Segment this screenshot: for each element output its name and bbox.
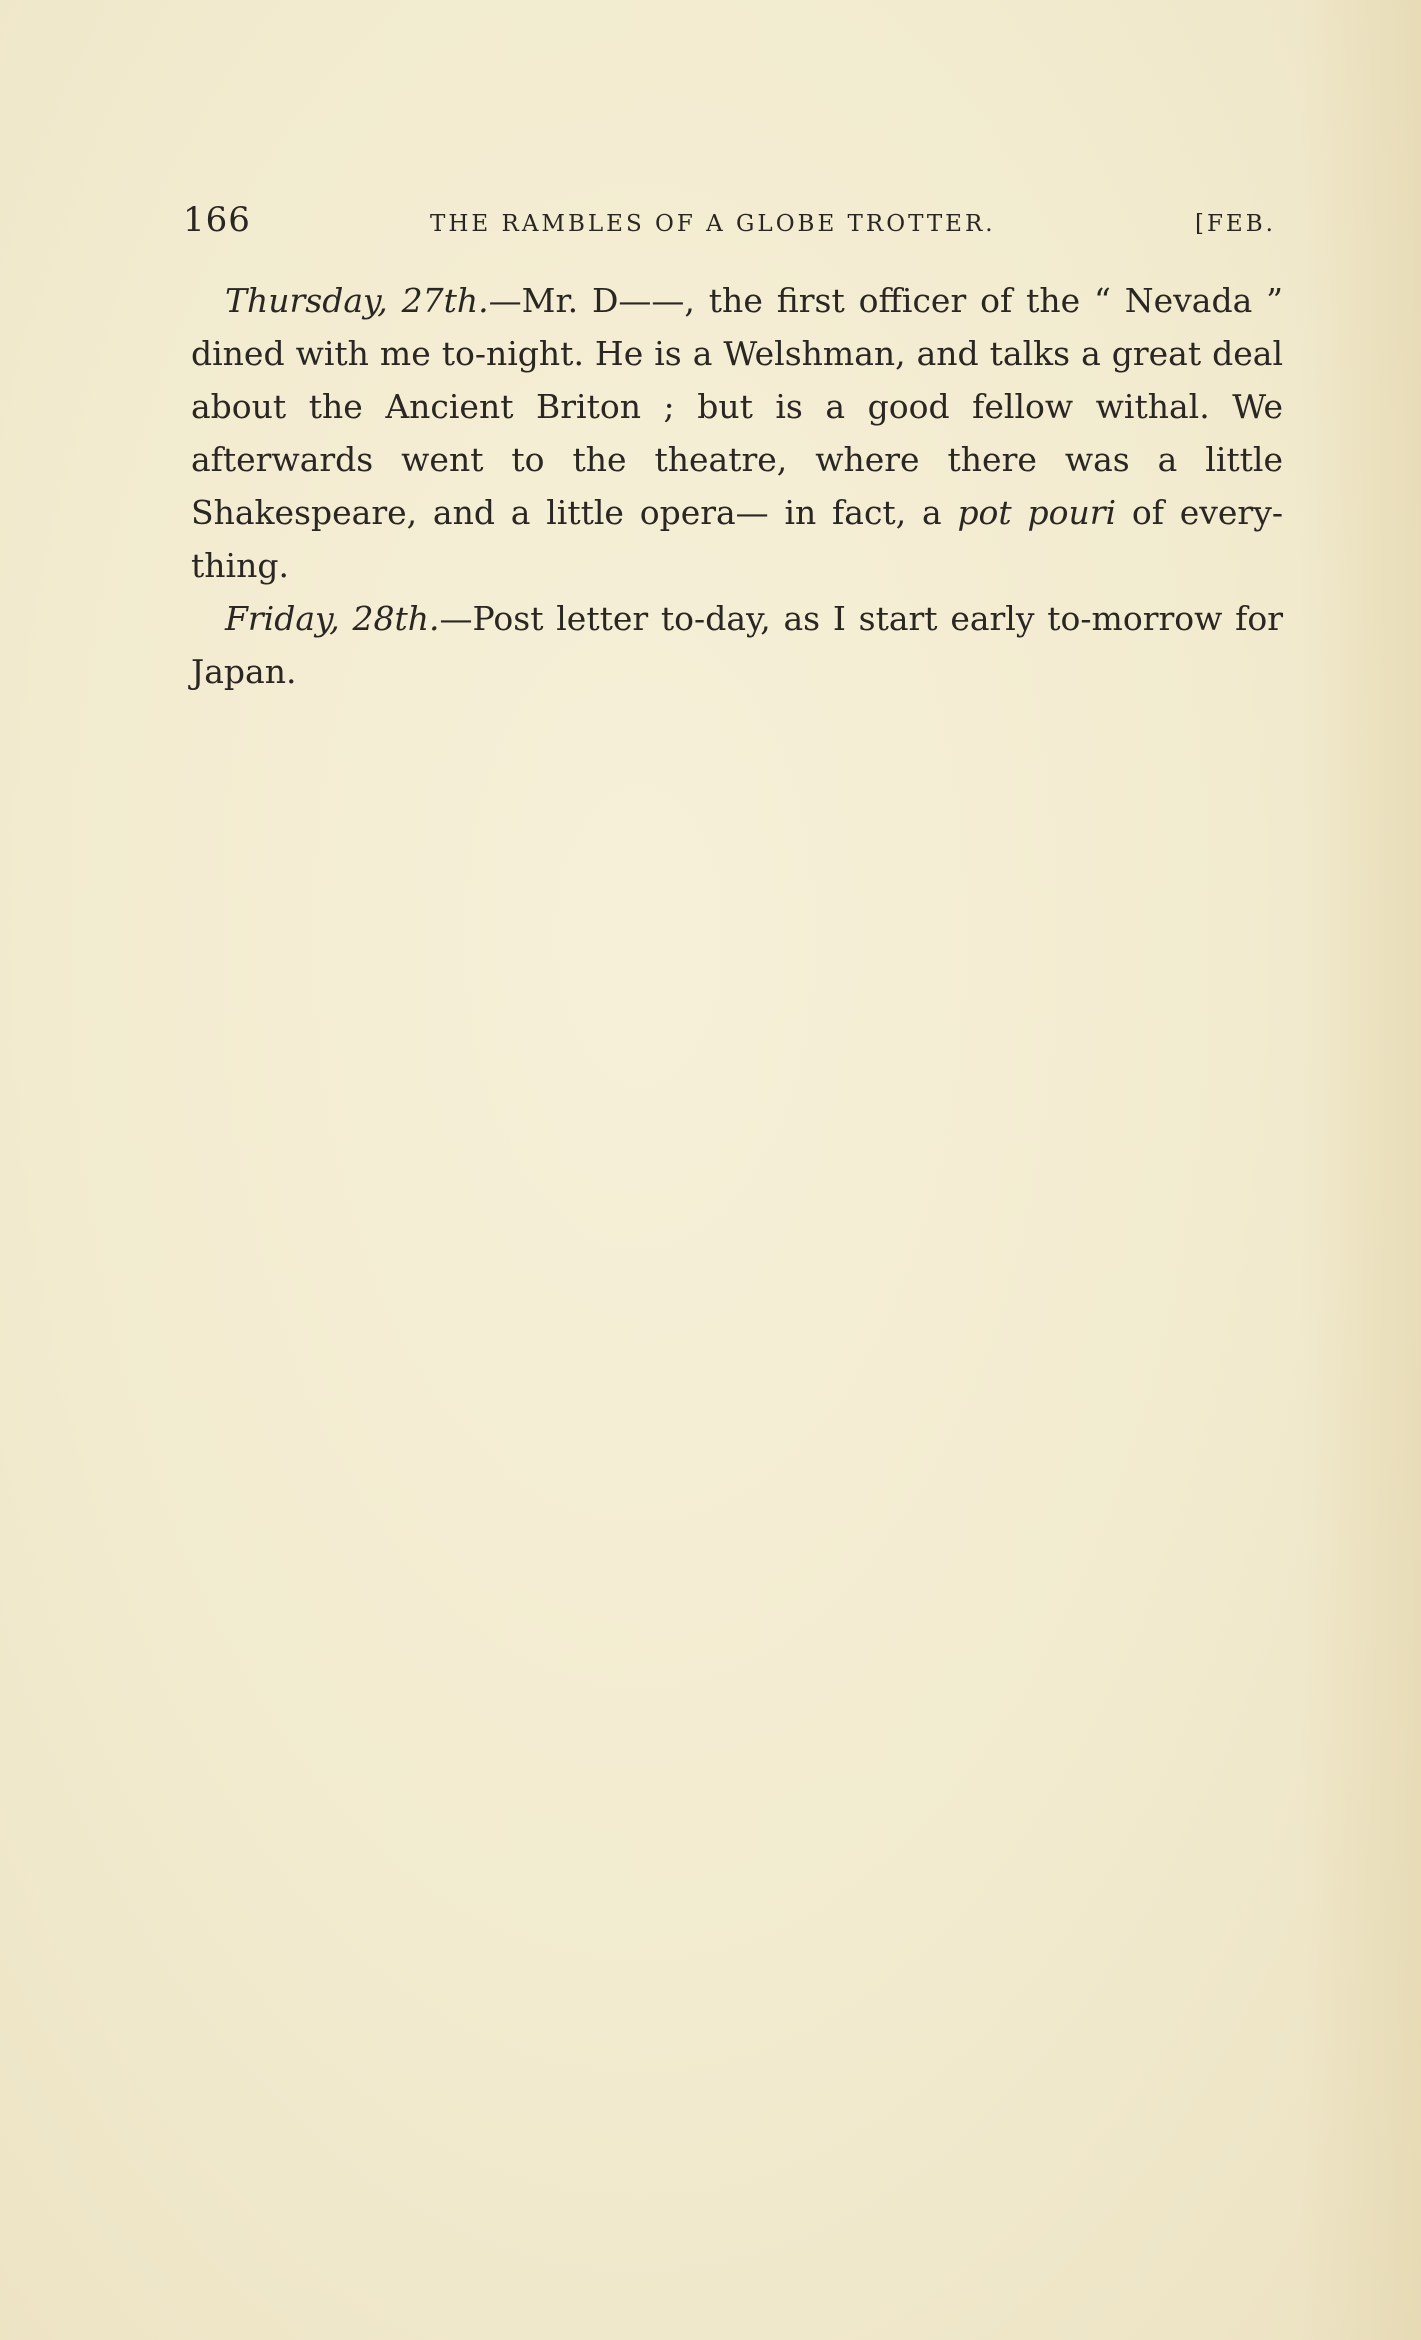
entry-text: —Post letter to-day, as I start early to-morrow for Japan.	[191, 599, 1283, 691]
entry-text-end: of every-thing.	[191, 493, 1283, 585]
entry-day: Friday,	[225, 599, 340, 638]
diary-entry-thursday	[191, 274, 1283, 592]
entry-text: —Mr. D——, the first officer of the “ Nevada ” dined with me to-night. He is a Welshman, and talks a great deal about the Ancient Briton ; but is a good fellow withal. We afterwards went to the theatre, where there was a little Shakespeare, and a little opera— in fact, a	[191, 281, 1283, 532]
diary-entry-friday	[191, 592, 1283, 698]
body-text	[191, 274, 1283, 698]
page-edge-shading	[1301, 0, 1421, 2340]
entry-day: Thursday,	[225, 281, 388, 320]
running-month: [FEB.	[1195, 211, 1276, 237]
entry-date: 27th.	[401, 281, 489, 320]
entry-italic-phrase: pot pouri	[957, 493, 1117, 532]
running-head	[183, 196, 1283, 244]
entry-date: 28th.	[352, 599, 440, 638]
running-title: THE RAMBLES OF A GLOBE TROTTER.	[430, 211, 996, 237]
page-number: 166	[183, 200, 251, 240]
